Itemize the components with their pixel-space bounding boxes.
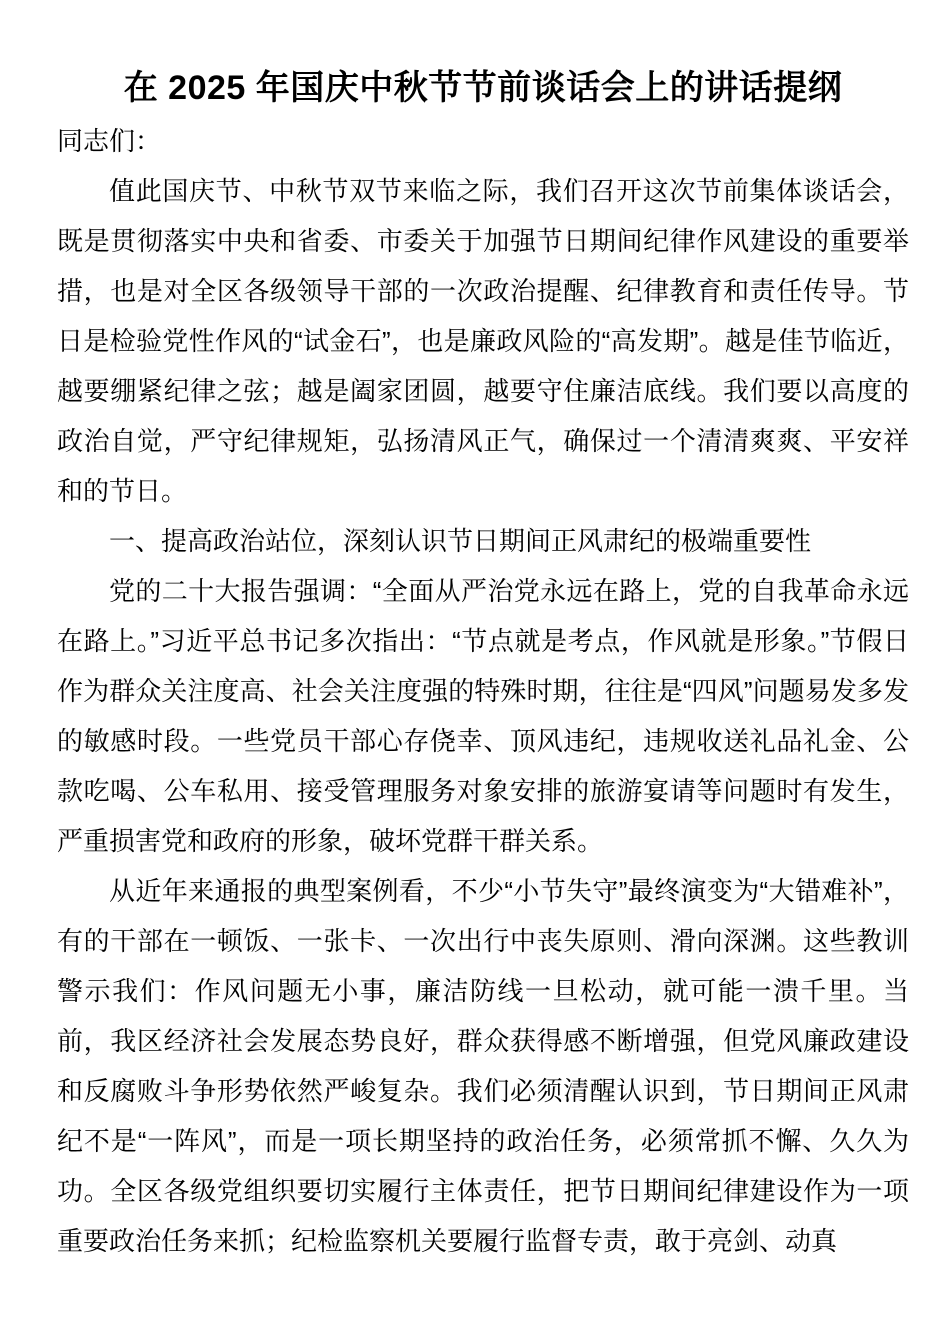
- paragraph-section1-b: 从近年来通报的典型案例看，不少“小节失守”最终演变为“大错难补”，有的干部在一顿饭、一张卡、一次出行中丧失原则、滑向深渊。这些教训警示我们：作风问题无小事，廉洁防线一旦松动，就可能一溃千里。当前，我区经济社会发展态势良好，群众获得感不断增强，但党风廉政建设和反腐败斗争形势依然严峻复杂。我们必须清醒认识到，节日期间正风肃纪不是“一阵风”，而是一项长期坚持的政治任务，必须常抓不懈、久久为功。全区各级党组织要切实履行主体责任，把节日期间纪律建设作为一项重要政治任务来抓；纪检监察机关要履行监督专责，敢于亮剑、动真: [57, 876, 909, 1256]
- paragraph-opening: 值此国庆节、中秋节双节来临之际，我们召开这次节前集体谈话会，既是贯彻落实中央和省委、市委关于加强节日期间纪律作风建设的重要举措，也是对全区各级领导干部的一次政治提醒、纪律教育和责任传导。节日是检验党性作风的“试金石”，也是廉政风险的“高发期”。越是佳节临近，越要绷紧纪律之弦；越是阖家团圆，越要守住廉洁底线。我们要以高度的政治自觉，严守纪律规矩，弘扬清风正气，确保过一个清清爽爽、平安祥和的节日。: [57, 176, 909, 506]
- section-heading-1: 一、提高政治站位，深刻认识节日期间正风肃纪的极端重要性: [109, 526, 812, 556]
- paragraph-section1-a: 党的二十大报告强调：“全面从严治党永远在路上，党的自我革命永远在路上。”习近平总书记多次指出：“节点就是考点，作风就是形象。”节假日作为群众关注度高、社会关注度强的特殊时期，往往是“四风”问题易发多发的敏感时段。一些党员干部心存侥幸、顶风违纪，违规收送礼品礼金、公款吃喝、公车私用、接受管理服务对象安排的旅游宴请等问题时有发生，严重损害党和政府的形象，破坏党群干群关系。: [57, 576, 909, 856]
- salutation: 同志们：: [57, 126, 162, 156]
- document-title: 在 2025 年国庆中秋节节前谈话会上的讲话提纲: [123, 69, 843, 107]
